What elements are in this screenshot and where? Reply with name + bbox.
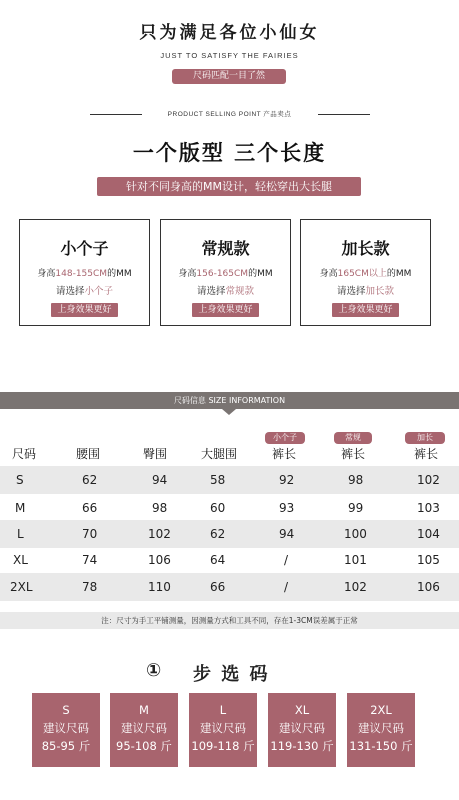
size-table-header (0, 440, 459, 468)
card-title: 小个子 (60, 239, 109, 258)
cell: 62 (210, 527, 226, 541)
tag-petite: 小个子 (265, 432, 305, 444)
col-length-long: 裤长 (414, 447, 439, 461)
card-effect-badge: 上身效果更好 (192, 303, 258, 317)
size-match-badge: 尺码匹配一目了然 (172, 69, 286, 84)
cell: 66 (210, 580, 226, 594)
card-effect-badge: 上身效果更好 (51, 303, 117, 317)
table-row (0, 494, 459, 522)
col-size: 尺码 (12, 447, 37, 461)
cell: L (17, 527, 24, 541)
advice-weight: 109-118 斤 (191, 739, 255, 753)
table-row (0, 520, 459, 548)
card-select: 请选择加长款 (336, 286, 395, 297)
cell: 78 (82, 580, 98, 594)
tag-regular: 常规 (334, 432, 372, 444)
advice-size: L (219, 703, 227, 717)
col-waist: 腰围 (76, 447, 101, 461)
step-label: 步 选 码 (193, 664, 270, 685)
advice-size: XL (294, 703, 310, 717)
page-subtitle: JUST TO SATISFY THE FAIRIES (160, 51, 299, 60)
cell: M (15, 501, 26, 515)
cell: / (284, 580, 289, 594)
card-select: 请选择小个子 (55, 286, 114, 297)
tag-long: 加长 (405, 432, 445, 444)
size-info-band: 尺码信息 SIZE INFORMATION (0, 392, 459, 409)
size-advice-2xl (347, 693, 415, 767)
cell: 100 (344, 527, 367, 541)
advice-weight: 119-130 斤 (270, 739, 334, 753)
band-arrow-icon (222, 409, 236, 415)
cell: 99 (348, 501, 364, 515)
table-row (0, 546, 459, 574)
cell: 104 (417, 527, 440, 541)
card-effect-badge: 上身效果更好 (332, 303, 398, 317)
selling-headline: 一个版型 三个长度 (132, 141, 327, 165)
col-length-regular: 裤长 (341, 447, 366, 461)
size-advice-s (32, 693, 100, 767)
cell: 102 (344, 580, 367, 594)
cell: 101 (344, 553, 367, 567)
cell: 66 (82, 501, 98, 515)
cell: 64 (210, 553, 226, 567)
advice-weight: 85-95 斤 (41, 739, 91, 753)
cell: 93 (279, 501, 295, 515)
card-height: 身高156-165CM的MM (178, 269, 273, 279)
advice-weight: 131-150 斤 (349, 739, 413, 753)
col-thigh: 大腿围 (201, 447, 238, 461)
cell: XL (13, 553, 28, 567)
cell: / (284, 553, 289, 567)
card-regular (160, 219, 291, 326)
card-height: 身高165CM以上的MM (319, 269, 412, 279)
cell: 110 (148, 580, 171, 594)
table-row (0, 466, 459, 494)
cell: 106 (148, 553, 171, 567)
cell: 74 (82, 553, 98, 567)
page-title: 只为满足各位小仙女 (139, 23, 320, 43)
advice-weight: 95-108 斤 (116, 739, 172, 753)
cell: 94 (279, 527, 295, 541)
col-hip: 臀围 (143, 447, 168, 461)
card-select: 请选择常规款 (196, 286, 255, 297)
col-length-petite: 裤长 (272, 447, 297, 461)
size-advice-m (110, 693, 178, 767)
cell: 102 (148, 527, 171, 541)
cell: 2XL (10, 580, 33, 594)
advice-label: 建议尺码 (279, 721, 325, 735)
cell: 58 (210, 473, 226, 487)
cell: 102 (417, 473, 440, 487)
cell: 103 (417, 501, 440, 515)
cell: 62 (82, 473, 98, 487)
advice-label: 建议尺码 (358, 721, 404, 735)
card-height: 身高148-155CM的MM (37, 269, 132, 279)
advice-size: S (62, 703, 70, 717)
advice-size: 2XL (370, 703, 392, 717)
card-long (300, 219, 431, 326)
cell: 70 (82, 527, 98, 541)
card-petite (19, 219, 150, 326)
measurement-note: 注：尺寸为手工平铺测量，因测量方式和工具不同，存在1-3CM误差属于正常 (0, 612, 459, 629)
size-advice-l (189, 693, 257, 767)
cell: S (16, 473, 24, 487)
advice-label: 建议尺码 (121, 721, 167, 735)
advice-label: 建议尺码 (200, 721, 246, 735)
size-advice-xl (268, 693, 336, 767)
step-number: ① (146, 660, 162, 681)
cell: 60 (210, 501, 226, 515)
advice-label: 建议尺码 (43, 721, 89, 735)
table-row (0, 573, 459, 601)
cell: 94 (152, 473, 168, 487)
cell: 105 (417, 553, 440, 567)
advice-size: M (139, 703, 149, 717)
cell: 106 (417, 580, 440, 594)
cell: 92 (279, 473, 295, 487)
cell: 98 (348, 473, 364, 487)
selling-subtitle-badge: 针对不同身高的MM设计，轻松穿出大长腿 (97, 177, 361, 196)
selling-point-label: PRODUCT SELLING POINT 产品卖点 (167, 111, 292, 118)
cell: 98 (152, 501, 168, 515)
card-title: 常规款 (201, 239, 250, 258)
card-title: 加长款 (341, 239, 390, 258)
